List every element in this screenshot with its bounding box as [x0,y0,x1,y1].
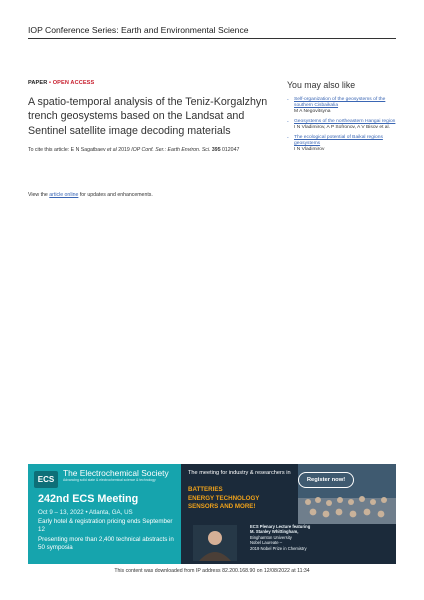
related-authors: M A Negovitsyna [294,109,331,115]
sidebar-heading: You may also like [287,80,356,90]
view-suffix: for updates and enhancements. [79,192,153,198]
article-info [28,80,280,153]
topics-list [188,486,259,512]
article-title: A spatio-temporal analysis of the Teniz-Korgalzhyn trench geosystems based on the Landsat and Sentinel satellite image decoding materials [28,96,268,137]
paper-label: PAPER [28,80,48,86]
download-footer: This content was downloaded from IP address 82.200.168.90 on 12/08/2022 at 11:34 [114,568,310,574]
topic-sensors: SENSORS AND MORE! [188,503,256,511]
related-title-link[interactable]: Geosystems of the northeastern Hangai region [294,118,396,124]
related-sidebar [287,80,399,157]
plenary-lecture-text [250,524,390,551]
related-authors: I N Vladimirov, A P Sofronov, A V Bisov et al. [294,125,390,131]
ecs-logo: ECS [34,471,58,488]
related-item [287,135,399,153]
lecture-line-4: Nobel Laureate – [250,540,283,546]
related-title-link[interactable]: Self-organization of the geosystems of the southern Cisbaikalia [294,97,386,108]
ad-left-panel [28,464,181,564]
related-authors: I N Vladimirov [294,147,325,153]
citation [28,147,280,153]
society-name [63,469,178,482]
journal-name: IOP Conference Series: Earth and Environmental Science [28,25,249,35]
lecture-line-3: Binghamton University [250,534,292,540]
topic-energy-technology: ENERGY TECHNOLOGY [188,494,260,502]
cite-volume: 395 [211,146,221,153]
topic-batteries: BATTERIES [188,486,223,493]
lecture-line-2: M. Stanley Whittingham, [250,529,299,535]
early-pricing-text: Early hotel & registration pricing ends September 12 [38,518,173,533]
abstracts-text: Presenting more than 2,400 technical abstracts in 50 symposia [38,536,174,551]
journal-header [28,16,396,39]
cite-journal: IOP Conf. Ser.: Earth Environ. Sci. [131,146,211,153]
register-now-button[interactable]: Register now! [298,472,354,488]
bullet-dash: - [287,134,289,141]
bullet-dash: - [287,118,289,125]
related-item [287,97,399,115]
meeting-dates: Oct 9 – 13, 2022 • Atlanta, GA, US [38,509,133,516]
article-online-link[interactable]: article online [49,192,79,198]
ecs-advertisement-banner[interactable] [28,464,396,564]
tag-separator: • [49,80,52,86]
paper-tag [28,80,280,86]
meeting-title: 242nd ECS Meeting [38,493,139,505]
audience-text: The meeting for industry & researchers in [188,470,291,476]
bullet-dash: - [287,97,289,103]
society-title: The Electrochemical Society [63,468,169,478]
view-prefix: View the [28,192,48,198]
cite-etal: et al [107,146,117,153]
related-item [287,119,399,131]
lecture-line-5: 2019 Nobel Prize in Chemistry [250,545,307,551]
cite-article: 012047 [222,146,240,153]
cite-prefix: To cite this article: E N Sagatbaev [28,146,106,153]
lecturer-photo [193,525,237,561]
ad-right-panel [181,464,396,564]
related-title-link[interactable]: The ecological potential of Baikal regions geosystems [294,134,383,146]
cite-year: 2019 [118,146,130,153]
lecture-line-1: ECS Plenary Lecture featuring [250,524,311,529]
open-access-label: OPEN ACCESS [52,80,95,86]
society-tagline: Advancing solid state & electrochemical science & technology [63,478,156,482]
view-online-line [28,192,153,198]
